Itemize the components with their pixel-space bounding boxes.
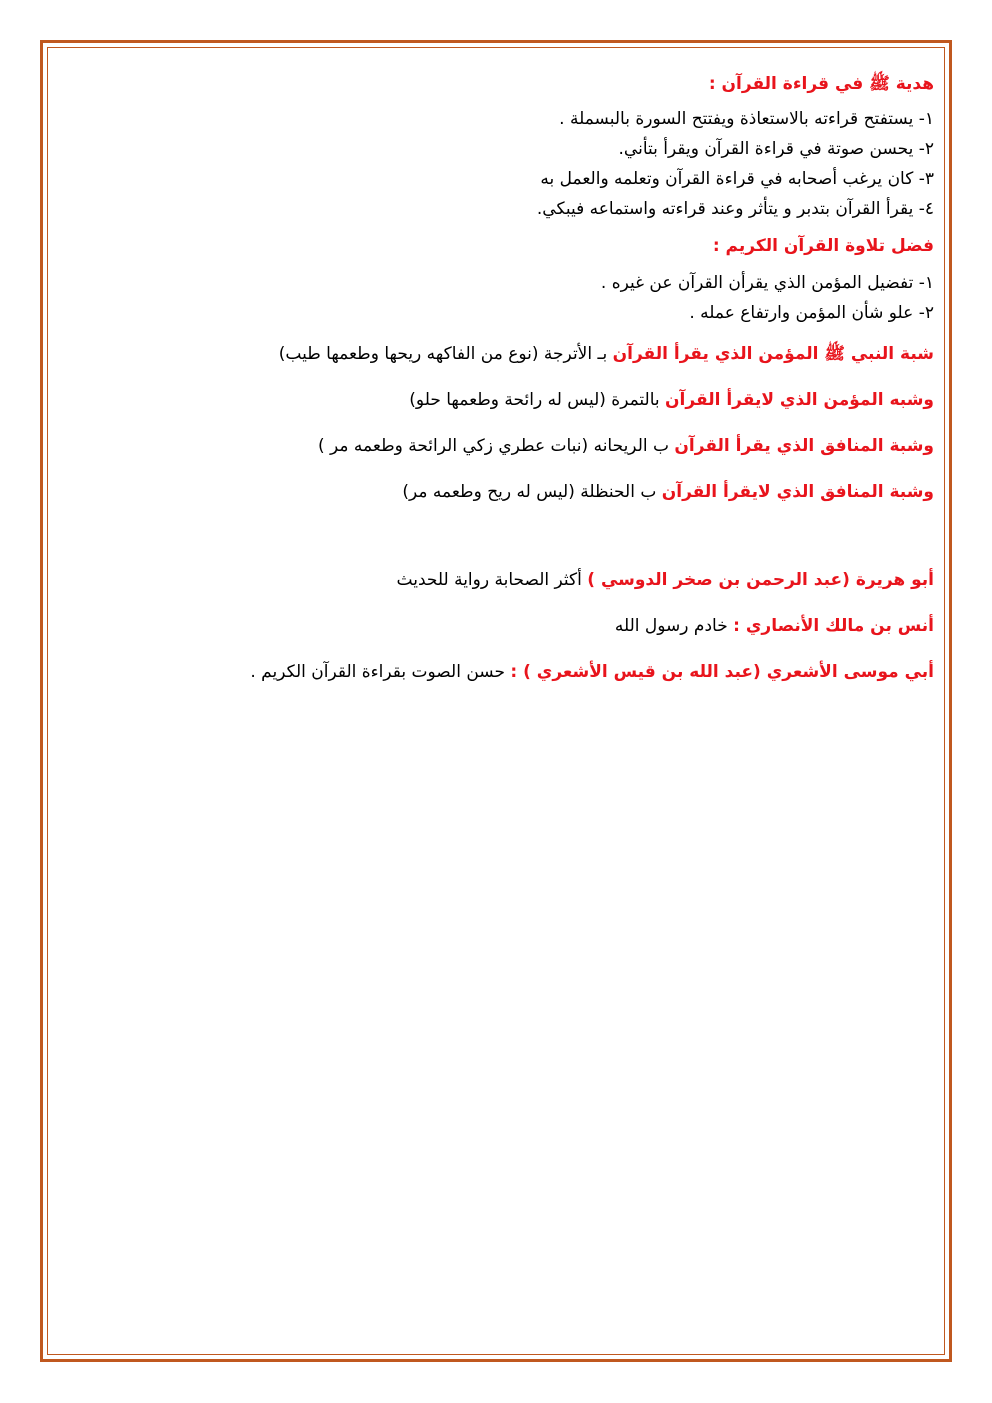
simile-label: وشبة المنافق الذي لايقرأ القرآن: [661, 482, 934, 502]
simile-text: بالتمرة (ليس له رائحة وطعمها حلو): [409, 390, 666, 410]
simile-line: [60, 342, 934, 366]
companion-desc: حسن الصوت بقراءة القرآن الكريم .: [250, 662, 511, 682]
list-item: ٢- علو شأن المؤمن وارتفاع عمله .: [689, 303, 934, 323]
simile-line: [60, 480, 934, 504]
list-item: ٢- يحسن صوتة في قراءة القرآن ويقرأ بتأني.: [618, 139, 934, 159]
companion-line: [60, 568, 934, 592]
companion-desc: أكثر الصحابة رواية للحديث: [396, 570, 588, 590]
simile-text: ب الحنظلة (ليس له ريح وطعمه مر): [402, 482, 662, 502]
list-item: ١- يستفتح قراءته بالاستعاذة ويفتتح السورة بالبسملة .: [559, 109, 934, 129]
simile-line: [60, 388, 934, 412]
simile-line: [60, 434, 934, 458]
companion-name: أنس بن مالك الأنصاري :: [733, 616, 934, 636]
simile-text: ب الريحانه (نبات عطري زكي الرائحة وطعمه مر ): [318, 436, 675, 456]
simile-label: وشبه المؤمن الذي لايقرأ القرآن: [665, 390, 934, 410]
recitation-virtue-list: [60, 268, 934, 328]
list-item: ٣- كان يرغب أصحابه في قراءة القرآن وتعلمه والعمل به: [540, 169, 934, 189]
companion-name: أبي موسى الأشعري (عبد الله بن قيس الأشعري ) :: [510, 662, 934, 682]
simile-label: وشبة المنافق الذي يقرأ القرآن: [674, 436, 934, 456]
companion-desc: خادم رسول الله: [614, 616, 734, 636]
list-item: ٤- يقرأ القرآن بتدبر و يتأثر وعند قراءته واستماعه فيبكي.: [536, 199, 934, 219]
section-heading-recitation-virtue: فضل تلاوة القرآن الكريم :: [712, 236, 934, 256]
companion-name: أبو هريرة (عبد الرحمن بن صخر الدوسي ): [587, 570, 934, 590]
section-heading-quran-reading: هدية ﷺ في قراءة القرآن :: [708, 74, 934, 94]
list-item: ١- تفضيل المؤمن الذي يقرأن القرآن عن غيره .: [600, 273, 934, 293]
simile-label: شبة النبي ﷺ المؤمن الذي يقرأ القرآن: [612, 344, 934, 364]
quran-reading-list: [60, 104, 934, 224]
companion-line: [60, 614, 934, 638]
document-body: [60, 70, 934, 684]
simile-text: بـ الأترجة (نوع من الفاكهه ريحها وطعمها طيب): [278, 344, 613, 364]
companion-line: [60, 660, 934, 684]
